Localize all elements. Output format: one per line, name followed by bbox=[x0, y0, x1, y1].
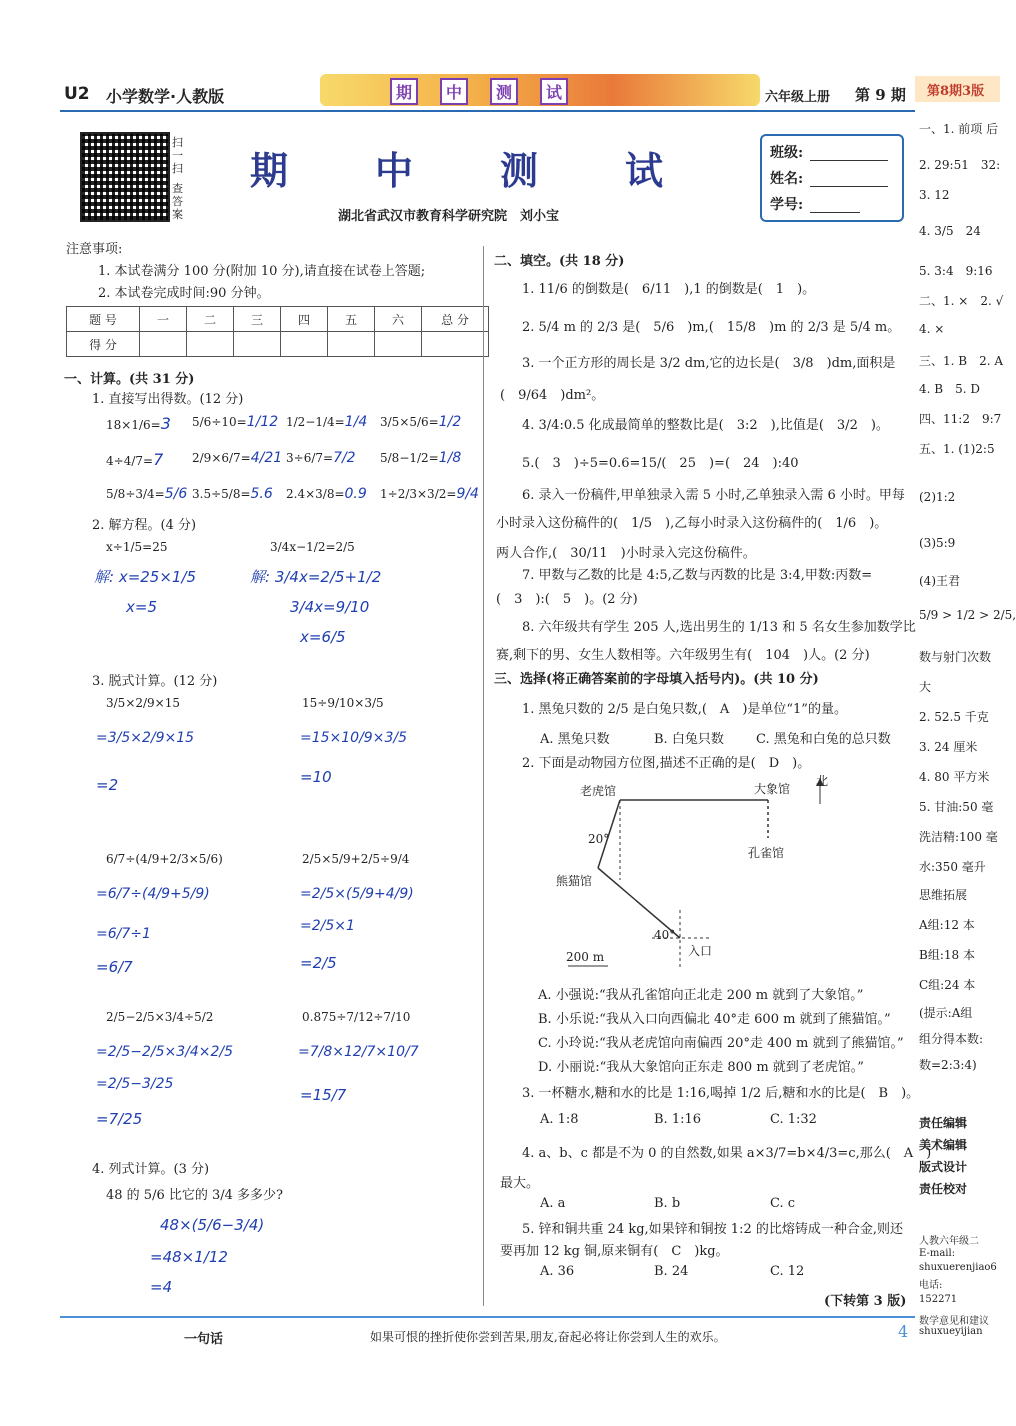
map-label-elephant: 大象馆 bbox=[754, 782, 791, 796]
choice-q3: 3. 一杯糖水,糖和水的比是 1:16,喝掉 1/2 后,糖和水的比是( B )。 bbox=[522, 1086, 920, 1101]
section-1-heading: 一、计算。(共 31 分) bbox=[64, 372, 195, 387]
name-label: 姓名: bbox=[770, 171, 804, 187]
score-row-label: 得 分 bbox=[67, 332, 140, 357]
choice-option: B. 白兔只数 bbox=[654, 732, 724, 747]
score-cell[interactable] bbox=[375, 332, 422, 357]
student-info-box bbox=[760, 134, 904, 222]
fill-item: 5.( 3 )÷5=0.6=15/( 25 )=( 24 ):40 bbox=[522, 456, 799, 471]
page-number: 4 bbox=[898, 1322, 909, 1341]
banner-char-3: 测 bbox=[490, 78, 518, 105]
equation-2: 3/4x−1/2=2/5 bbox=[270, 540, 355, 554]
eq2-answer-2: 3/4x=9/10 bbox=[290, 598, 370, 616]
ex3-step-2: =6/7÷1 bbox=[96, 926, 151, 942]
ex1-step: =3/5×2/9×15 bbox=[96, 730, 195, 746]
choice-option: B. b bbox=[654, 1196, 681, 1211]
title-char-4: 试 bbox=[625, 149, 666, 193]
ex3-answer: =6/7 bbox=[96, 958, 133, 976]
continue-note: (下转第 3 版) bbox=[824, 1294, 907, 1309]
choice-q4: 4. a、b、c 都是不为 0 的自然数,如果 a×3/7=b×4/3=c,那么( A ) bbox=[522, 1146, 932, 1161]
note-1: 1. 本试卷满分 100 分(附加 10 分),请直接在试卷上答题; bbox=[98, 264, 426, 279]
subject-title: 小学数学·人教版 bbox=[106, 87, 225, 106]
eq2-answer-3: x=6/5 bbox=[300, 628, 346, 646]
choice-option: C. 小玲说:“我从老虎馆向南偏西 20°走 400 m 就到了熊猫馆。” bbox=[538, 1036, 904, 1051]
choice-option: C. c bbox=[770, 1196, 796, 1211]
score-header: 题 号 bbox=[67, 307, 140, 332]
qr-check-label: 查答案 bbox=[172, 182, 183, 221]
choice-q4-cont: 最大。 bbox=[500, 1176, 540, 1191]
banner-char-4: 试 bbox=[540, 78, 568, 105]
ex4-step-1: =2/5×(5/9+4/9) bbox=[300, 886, 414, 902]
direct-item: 3/5×5/6=1/2 bbox=[380, 414, 462, 430]
page-header bbox=[60, 76, 915, 112]
score-header: 五 bbox=[328, 307, 375, 332]
title-char-2: 中 bbox=[375, 149, 416, 193]
score-header: 二 bbox=[187, 307, 234, 332]
score-cell[interactable] bbox=[328, 332, 375, 357]
fill-item: 1. 11/6 的倒数是( 6/11 ),1 的倒数是( 1 )。 bbox=[522, 282, 816, 297]
choice-q1: 1. 黑兔只数的 2/5 是白兔只数,( A )是单位“1”的量。 bbox=[522, 702, 847, 717]
ex6-answer: =15/7 bbox=[300, 1086, 347, 1104]
section-3-heading: 三、选择(将正确答案前的字母填入括号内)。(共 10 分) bbox=[494, 672, 819, 687]
map-label-peacock: 孔雀馆 bbox=[748, 846, 785, 860]
score-header: 总 分 bbox=[422, 307, 489, 332]
expression-3: 6/7÷(4/9+2/3×5/6) bbox=[106, 852, 223, 866]
direct-item: 2.4×3/8=0.9 bbox=[286, 486, 367, 502]
issue-label: 第 9 期 bbox=[855, 86, 906, 104]
direct-item: 5/6÷10=1/12 bbox=[192, 414, 279, 430]
choice-option: A. 36 bbox=[540, 1264, 575, 1279]
expression-4: 2/5×5/9+2/5÷9/4 bbox=[302, 852, 410, 866]
choice-option: C. 黑兔和白兔的总只数 bbox=[756, 732, 891, 747]
ex1-answer: =2 bbox=[96, 776, 119, 794]
score-table bbox=[66, 306, 489, 357]
calc-q2: 2. 解方程。(4 分) bbox=[92, 518, 197, 533]
direct-item: 1÷2/3×3/2=9/4 bbox=[380, 486, 479, 502]
fill-item: 6. 录入一份稿件,甲单独录入需 5 小时,乙单独录入需 6 小时。甲每 bbox=[522, 488, 905, 503]
score-header: 一 bbox=[140, 307, 187, 332]
qr-code[interactable] bbox=[80, 132, 170, 222]
calc-q1: 1. 直接写出得数。(12 分) bbox=[92, 392, 244, 407]
fill-item: ( 9/64 )dm²。 bbox=[500, 388, 605, 403]
footer-label: 一句话 bbox=[184, 1332, 224, 1347]
page-footer bbox=[60, 1316, 915, 1354]
side-tab: 第8期3版 bbox=[915, 76, 1000, 102]
fill-item: 4. 3/4:0.5 化成最简单的整数比是( 3:2 ),比值是( 3/2 )。 bbox=[522, 418, 889, 433]
class-field[interactable] bbox=[810, 160, 888, 161]
ex2-step: =15×10/9×3/5 bbox=[300, 730, 407, 746]
choice-option: A. a bbox=[540, 1196, 566, 1211]
author-line: 湖北省武汉市教育科学研究院 刘小宝 bbox=[338, 209, 560, 224]
column-divider bbox=[483, 246, 484, 1306]
expression-2: 15÷9/10×3/5 bbox=[302, 696, 384, 710]
eq1-answer-2: x=5 bbox=[126, 598, 157, 616]
choice-option: A. 1:8 bbox=[540, 1112, 579, 1127]
map-angle-20: 20° bbox=[588, 832, 610, 846]
map-angle-40: 40° bbox=[654, 928, 676, 942]
fill-item: 2. 5/4 m 的 2/3 是( 5/6 )m,( 15/8 )m 的 2/3 是 5/4 m。 bbox=[522, 320, 901, 335]
ex5-step-2: =2/5−3/25 bbox=[96, 1076, 174, 1092]
name-field[interactable] bbox=[810, 186, 888, 187]
score-header: 六 bbox=[375, 307, 422, 332]
choice-q5: 5. 锌和铜共重 24 kg,如果锌和铜按 1:2 的比熔铸成一种合金,则还 bbox=[522, 1222, 903, 1237]
ex4-answer: =2/5 bbox=[300, 954, 337, 972]
class-label: 班级: bbox=[770, 145, 804, 161]
score-cell[interactable] bbox=[140, 332, 187, 357]
ex6-step: =7/8×12/7×10/7 bbox=[298, 1044, 419, 1060]
map-label-tiger: 老虎馆 bbox=[580, 784, 617, 798]
q4-answer-2: =48×1/12 bbox=[150, 1248, 228, 1266]
q4-answer-3: =4 bbox=[150, 1278, 173, 1296]
choice-q2: 2. 下面是动物园方位图,描述不正确的是( D )。 bbox=[522, 756, 811, 771]
choice-option: A. 黑兔只数 bbox=[540, 732, 610, 747]
direct-item: 3÷6/7=7/2 bbox=[286, 450, 356, 466]
choice-option: D. 小丽说:“我从大象馆向正东走 800 m 就到了老虎馆。” bbox=[538, 1060, 864, 1075]
score-header: 四 bbox=[281, 307, 328, 332]
expression-5: 2/5−2/5×3/4÷5/2 bbox=[106, 1010, 214, 1024]
eq2-answer-1: 解: 3/4x=2/5+1/2 bbox=[250, 568, 382, 586]
choice-option: C. 1:32 bbox=[770, 1112, 817, 1127]
ex5-step-1: =2/5−2/5×3/4×2/5 bbox=[96, 1044, 234, 1060]
map-label-panda: 熊猫馆 bbox=[556, 874, 593, 888]
number-label: 学号: bbox=[770, 197, 804, 213]
footer-quote: 如果可恨的挫折使你尝到苦果,朋友,奋起必将让你尝到人生的欢乐。 bbox=[370, 1330, 726, 1344]
direct-item: 1/2−1/4=1/4 bbox=[286, 414, 368, 430]
choice-q5-cont: 要再加 12 kg 铜,原来铜有( C )kg。 bbox=[500, 1244, 729, 1259]
grade-label: 六年级上册 bbox=[765, 90, 831, 105]
q4-answer-1: 48×(5/6−3/4) bbox=[160, 1216, 265, 1234]
notes-heading: 注意事项: bbox=[66, 242, 123, 257]
direct-item: 4÷4/7=7 bbox=[106, 450, 164, 469]
map-label-north: 北 bbox=[816, 774, 829, 788]
ex5-answer: =7/25 bbox=[96, 1110, 143, 1128]
score-cell[interactable] bbox=[187, 332, 234, 357]
score-cell[interactable] bbox=[234, 332, 281, 357]
direct-item: 3.5÷5/8=5.6 bbox=[192, 486, 273, 502]
banner-char-2: 中 bbox=[440, 78, 468, 105]
ex4-step-2: =2/5×1 bbox=[300, 918, 355, 934]
score-cell[interactable] bbox=[422, 332, 489, 357]
equation-1: x÷1/5=25 bbox=[106, 540, 168, 554]
ex3-step-1: =6/7÷(4/9+5/9) bbox=[96, 886, 210, 902]
choice-option: A. 小强说:“我从孔雀馆向正北走 200 m 就到了大象馆。” bbox=[538, 988, 864, 1003]
calc-q3: 3. 脱式计算。(12 分) bbox=[92, 674, 218, 689]
title-char-1: 期 bbox=[250, 149, 291, 193]
banner-char-1: 期 bbox=[390, 78, 418, 105]
direct-item: 5/8÷3/4=5/6 bbox=[106, 486, 188, 502]
choice-option: B. 1:16 bbox=[654, 1112, 702, 1127]
score-cell[interactable] bbox=[281, 332, 328, 357]
expression-6: 0.875÷7/12÷7/10 bbox=[302, 1010, 411, 1024]
ex2-answer: =10 bbox=[300, 768, 332, 786]
eq1-answer-1: 解: x=25×1/5 bbox=[94, 568, 197, 586]
zoo-map bbox=[540, 770, 850, 970]
fill-item: 3. 一个正方形的周长是 3/2 dm,它的边长是( 3/8 )dm,面积是 bbox=[522, 356, 896, 371]
fill-item: 赛,剩下的男、女生人数相等。六年级男生有( 104 )人。(2 分) bbox=[496, 648, 870, 663]
map-scale-label: 200 m bbox=[566, 950, 605, 964]
calc-q4: 4. 列式计算。(3 分) bbox=[92, 1162, 210, 1177]
choice-option: B. 24 bbox=[654, 1264, 689, 1279]
direct-item: 18×1/6=3 bbox=[106, 414, 171, 433]
fill-item: 7. 甲数与乙数的比是 4:5,乙数与丙数的比是 3:4,甲数:丙数= bbox=[522, 568, 873, 583]
fill-item: 两人合作,( 30/11 )小时录入完这份稿件。 bbox=[496, 546, 756, 561]
qr-scan-label: 扫一扫 bbox=[172, 136, 183, 175]
number-field[interactable] bbox=[810, 212, 860, 213]
page-code: U2 bbox=[64, 84, 90, 104]
fill-item: 小时录入这份稿件的( 1/5 ),乙每小时录入这份稿件的( 1/6 )。 bbox=[496, 516, 888, 531]
choice-option: C. 12 bbox=[770, 1264, 805, 1279]
fill-item: 8. 六年级共有学生 205 人,选出男生的 1/13 和 5 名女生参加数学比 bbox=[522, 620, 916, 635]
note-2: 2. 本试卷完成时间:90 分钟。 bbox=[98, 286, 270, 301]
calc-q4-text: 48 的 5/6 比它的 3/4 多多少? bbox=[106, 1188, 284, 1203]
section-2-heading: 二、填空。(共 18 分) bbox=[494, 254, 625, 269]
score-header: 三 bbox=[234, 307, 281, 332]
title-char-3: 测 bbox=[500, 149, 541, 193]
direct-item: 5/8−1/2=1/8 bbox=[380, 450, 462, 466]
expression-1: 3/5×2/9×15 bbox=[106, 696, 181, 710]
fill-item: ( 3 ):( 5 )。(2 分) bbox=[496, 592, 638, 607]
map-label-entrance: 入口 bbox=[688, 944, 713, 958]
direct-item: 2/9×6/7=4/21 bbox=[192, 450, 283, 466]
answer-strip: 一、1. 前项 后 2. 29:51 32: 3. 12 4. 3/5 24 5. 3:4 9:16 二、1. × 2. √ 4. × 三、1. B 2. A 4. B 5. D 四、11:2 9:7 五、1. (1)2:5 (2)1:2 (3)5:9 (4)王君 5/9 > 1/2 > 2/5, 数与射门次数 大 2. 52.5 千克 3. 24 厘米 4. 80 平方米 5. 甘油:50 毫 洗洁精:100 毫 水:350 毫升 思维拓展 A组:12 本 B组:18 本 C组:24 本 (提示:A组 组分得本数: 数=2:3:4) 责任编辑 美术编辑 版式设计 责任校对 人教六年级二 E-mail: shuxuerenjiao6 电话: 152271 数学意见和建议 shuxueyijian bbox=[919, 122, 1016, 1337]
choice-option: B. 小乐说:“我从入口向西偏北 40°走 600 m 就到了熊猫馆。” bbox=[538, 1012, 891, 1027]
